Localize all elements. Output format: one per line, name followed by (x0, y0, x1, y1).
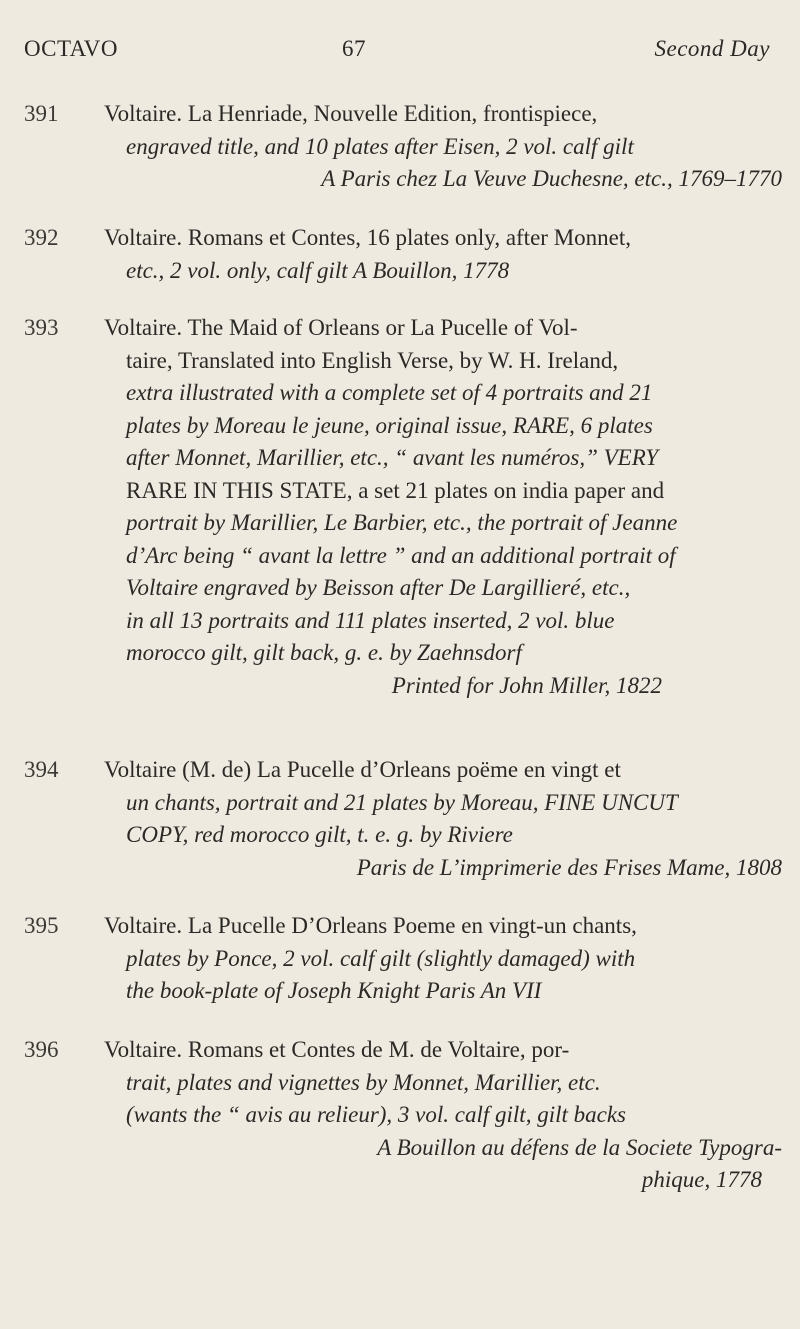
page-number: 67 (342, 36, 366, 61)
lot-line: taire, Translated into English Verse, by W. H. Ireland, (126, 347, 619, 373)
lot-line: morocco gilt, gilt back, g. e. by Zaehnsdorf (126, 640, 522, 665)
lot-line: plates by Moreau le jeune, original issue, RARE, 6 plates (126, 412, 653, 438)
lot-imprint: phique, 1778 (641, 1167, 762, 1192)
lot-number: 392 (24, 225, 59, 250)
lot-line: extra illustrated with a complete set of 4 portraits and 21 (126, 380, 653, 405)
lot-description (104, 312, 782, 702)
lot-number: 391 (24, 101, 59, 126)
lot-line: Voltaire. The Maid of Orleans or La Pucelle of Vol- (104, 315, 578, 340)
lot-imprint: A Bouillon au défens de la Societe Typogra- (377, 1134, 782, 1160)
lot-line: Voltaire. Romans et Contes de M. de Voltaire, por- (104, 1037, 570, 1062)
lot-description (104, 1034, 782, 1197)
lot-line: un chants, portrait and 21 plates by Moreau, FINE UNCUT (126, 789, 678, 815)
lot-number: 394 (24, 757, 59, 782)
lot-line: trait, plates and vignettes by Monnet, Marillier, etc. (126, 1069, 601, 1095)
lot-number: 393 (24, 315, 59, 340)
lot-line: Voltaire. La Henriade, Nouvelle Edition, frontispiece, (104, 101, 598, 126)
lot-line: Voltaire. Romans et Contes, 16 plates only, after Monnet, (104, 225, 631, 250)
lot-description (104, 222, 782, 287)
lot-imprint: A Paris chez La Veuve Duchesne, etc., 1769–1770 (321, 166, 782, 191)
lot-line: in all 13 portraits and 111 plates inserted, 2 vol. blue (126, 607, 615, 633)
page-header (24, 36, 770, 66)
lot-line: etc., 2 vol. only, calf gilt A Bouillon, 1778 (126, 257, 510, 283)
lot-line: Voltaire (M. de) La Pucelle d’Orleans poëme en vingt et (104, 757, 621, 782)
header-format: OCTAVO (24, 36, 119, 61)
lot-imprint: Printed for John Miller, 1822 (391, 672, 662, 698)
lot-imprint: Paris de L’imprimerie des Frises Mame, 1808 (356, 854, 782, 880)
lot-line: after Monnet, Marillier, etc., “ avant les numéros,” VERY (126, 445, 659, 470)
lot-description (104, 98, 782, 196)
lot-number: 396 (24, 1037, 59, 1062)
lot-line: Voltaire engraved by Beisson after De Largillieré, etc., (126, 575, 631, 600)
lot-number: 395 (24, 913, 59, 938)
lot-line: d’Arc being “ avant la lettre ” and an additional portrait of (126, 542, 676, 568)
lot-line: (wants the “ avis au relieur), 3 vol. calf gilt, gilt backs (126, 1102, 626, 1127)
lot-line: the book-plate of Joseph Knight Paris An VII (126, 978, 542, 1003)
lot-line: portrait by Marillier, Le Barbier, etc., the portrait of Jeanne (126, 510, 678, 535)
lot-description (104, 910, 782, 1008)
lot-line: engraved title, and 10 plates after Eisen, 2 vol. calf gilt (126, 133, 634, 159)
lot-line: plates by Ponce, 2 vol. calf gilt (slightly damaged) with (126, 945, 636, 971)
lot-line: RARE IN THIS STATE, a set 21 plates on india paper and (126, 477, 665, 503)
header-sale-day: Second Day (654, 36, 770, 61)
lot-line: COPY, red morocco gilt, t. e. g. by Riviere (126, 822, 513, 847)
lot-description (104, 754, 782, 884)
lot-line: Voltaire. La Pucelle D’Orleans Poeme en vingt-un chants, (104, 913, 637, 938)
